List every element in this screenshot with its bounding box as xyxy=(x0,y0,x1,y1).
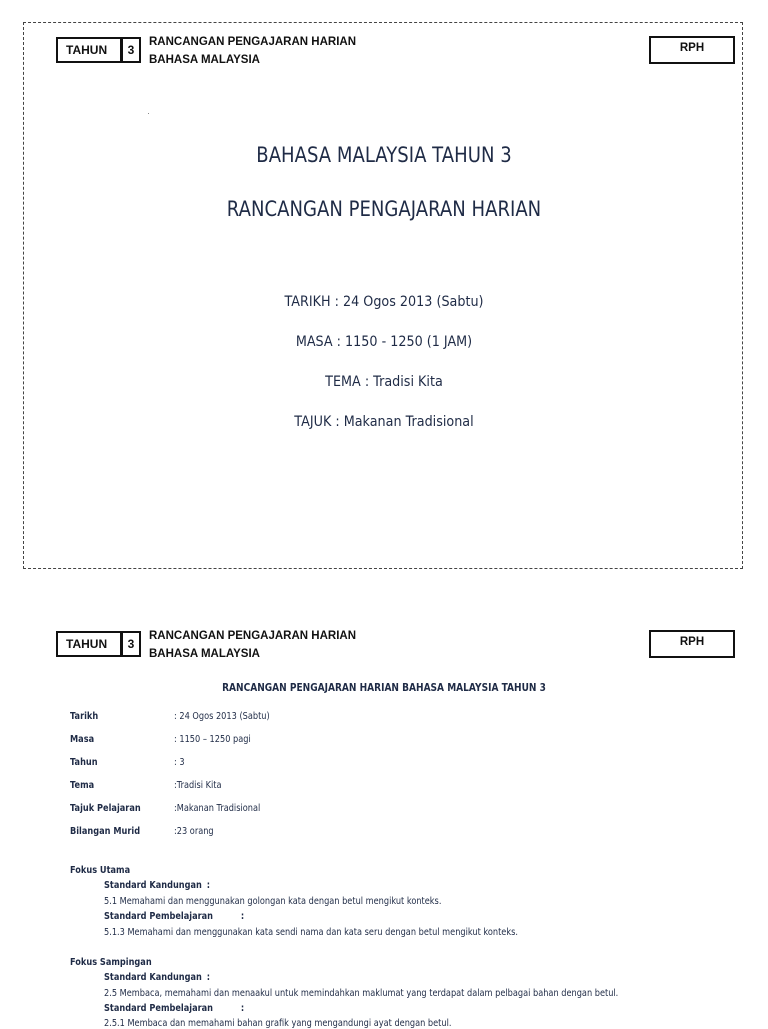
info-label: Tema xyxy=(70,780,95,791)
sp-colon: : xyxy=(240,1003,245,1014)
info-label: Tajuk Pelajaran xyxy=(70,803,141,814)
tahun-number-box: 3 xyxy=(121,37,141,63)
header-title-line1: RANCANGAN PENGAJARAN HARIAN xyxy=(149,36,357,48)
tahun-number-box: 3 xyxy=(121,631,141,657)
page2-header xyxy=(0,630,768,658)
stray-dot xyxy=(148,113,149,114)
fokus-sampingan-sp-label xyxy=(104,1003,244,1014)
document-title: RANCANGAN PENGAJARAN HARIAN BAHASA MALAYSIA TAHUN 3 xyxy=(222,682,546,694)
sp-label-text: Standard Pembelajaran xyxy=(104,1003,214,1014)
sk-label-text: Standard Kandungan xyxy=(104,972,202,983)
fokus-utama-heading: Fokus Utama xyxy=(70,865,131,876)
info-value: : 24 Ogos 2013 (Sabtu) xyxy=(174,711,270,722)
sp-colon: : xyxy=(240,911,245,922)
info-label: Tahun xyxy=(70,757,98,768)
fokus-utama-sk-text: 5.1 Memahami dan menggunakan golongan kata dengan betul mengikut konteks. xyxy=(104,896,442,907)
fokus-sampingan-sk-label xyxy=(104,972,210,983)
sk-colon: : xyxy=(206,880,211,891)
info-label: Tarikh xyxy=(70,711,99,722)
info-value: :23 orang xyxy=(174,826,214,837)
cover-masa: MASA : 1150 - 1250 (1 JAM) xyxy=(295,334,473,350)
page-header xyxy=(0,36,768,64)
cover-subtitle: RANCANGAN PENGAJARAN HARIAN xyxy=(226,197,542,221)
fokus-sampingan-sk-text: 2.5 Membaca, memahami dan menaakul untuk memindahkan maklumat yang terdapat dalam pelbagai bahan dengan betul. xyxy=(104,988,619,999)
fokus-utama-sp-text: 5.1.3 Memahami dan menggunakan kata sendi nama dan kata seru dengan betul mengikut konteks. xyxy=(104,927,518,938)
fokus-sampingan-sp-text: 2.5.1 Membaca dan memahami bahan grafik yang mengandungi ayat dengan betul. xyxy=(104,1018,452,1029)
fokus-utama-sk-label xyxy=(104,880,210,891)
rph-box: RPH xyxy=(649,36,735,64)
info-value: : 3 xyxy=(174,757,185,768)
tahun-box: TAHUN xyxy=(56,37,122,63)
tahun-box: TAHUN xyxy=(56,631,122,657)
info-value: :Makanan Tradisional xyxy=(174,803,261,814)
header-title-line2: BAHASA MALAYSIA xyxy=(149,648,260,660)
cover-title: BAHASA MALAYSIA TAHUN 3 xyxy=(256,143,512,167)
cover-tarikh: TARIKH : 24 Ogos 2013 (Sabtu) xyxy=(284,294,484,310)
header-title-line1: RANCANGAN PENGAJARAN HARIAN xyxy=(149,630,357,642)
fokus-utama-sp-label xyxy=(104,911,244,922)
sp-label-text: Standard Pembelajaran xyxy=(104,911,214,922)
cover-tajuk: TAJUK : Makanan Tradisional xyxy=(294,414,474,430)
sk-label-text: Standard Kandungan xyxy=(104,880,202,891)
info-label: Masa xyxy=(70,734,95,745)
cover-tema: TEMA : Tradisi Kita xyxy=(325,374,443,390)
header-title-line2: BAHASA MALAYSIA xyxy=(149,54,260,66)
fokus-sampingan-heading: Fokus Sampingan xyxy=(70,957,152,968)
sk-colon: : xyxy=(206,972,211,983)
info-value: : 1150 – 1250 pagi xyxy=(174,734,251,745)
info-value: :Tradisi Kita xyxy=(174,780,222,791)
info-label: Bilangan Murid xyxy=(70,826,141,837)
rph-box: RPH xyxy=(649,630,735,658)
